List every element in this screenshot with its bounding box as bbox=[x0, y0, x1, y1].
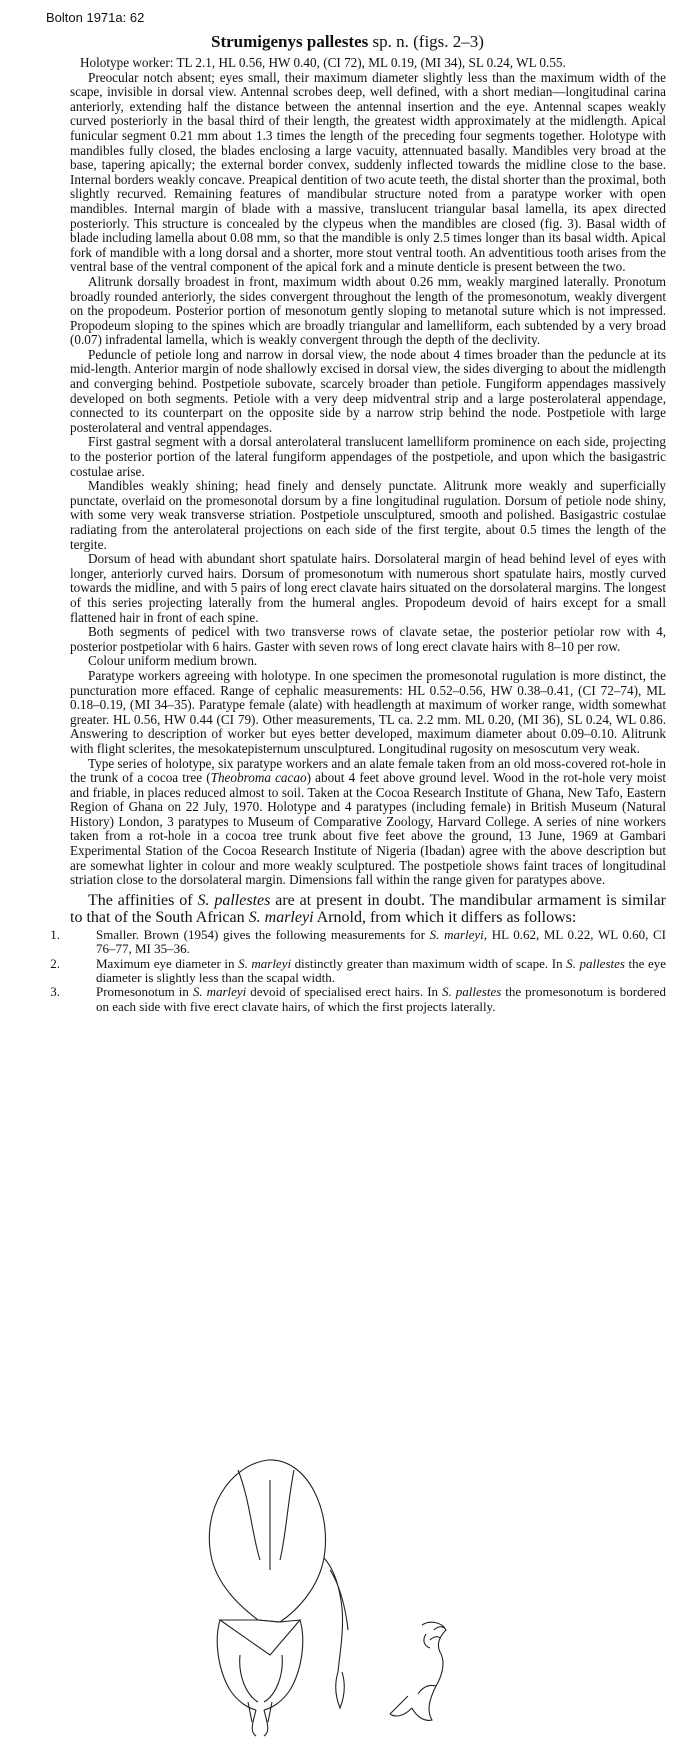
mandible-right bbox=[264, 1620, 303, 1710]
mandible-teeth bbox=[248, 1702, 272, 1736]
paragraph-alitrunk: Alitrunk dorsally broadest in front, maximum width about 0.26 mm, weakly margined laterally. Pronotum broadly rounded anteriorly, the sides convergent throughout the length of the promesonotum, weakly divergent on the propodeum. Posterior portion of mesonotum gently sloping to metanotal suture which is not impressed. Propodeum sloping to the spines which are broadly triangular and lamelliform, each subtended by a very broad (0.07) infradental lamella, which is weakly convergent through the depth of the declivity. bbox=[70, 273, 666, 348]
species-name: Strumigenys pallestes bbox=[211, 32, 369, 51]
paragraph-pilosity: Dorsum of head with abundant short spatulate hairs. Dorsolateral margin of head behind level of eyes with longer, anteriorly curved hairs. Dorsum of promesonotum with numerous short spatulate hairs, mostly curved towards the midline, and with 5 pairs of long erect clavate hairs situated on the dorsolateral margins. The longest of this series projecting laterally from the humeral angles. Propodeum devoid of hairs except for a small flattened hair in front of each spine. bbox=[70, 551, 666, 625]
holotype-measurements: Holotype worker: TL 2.1, HL 0.56, HW 0.40, (CI 72), ML 0.19, (MI 34), SL 0.24, WL 0.55. bbox=[80, 55, 566, 70]
differences-list bbox=[50, 926, 667, 1014]
species-heading-rest: sp. n. (figs. 2–3) bbox=[368, 32, 484, 51]
paragraph-gaster: First gastral segment with a dorsal anterolateral translucent lamelliform prominence on each side, projecting to the posterior portion of the lateral fungiform appendages of the postpetiole, and upon which the basigastric costulae arise. bbox=[70, 434, 666, 479]
difference-item: 1. Smaller. Brown (1954) gives the following measurements for S. marleyi, HL 0.62, ML 0.22, WL 0.60, CI 76–77, MI 35–36. bbox=[50, 926, 666, 957]
difference-item: 3. Promesonotum in S. marleyi devoid of specialised erect hairs. In S. pallestes the promesonotum is bordered on each side with five erect clavate hairs, of which the first projects laterally. bbox=[50, 984, 666, 1014]
paragraph-colour: Colour uniform medium brown. bbox=[88, 653, 258, 669]
clypeus-outline bbox=[238, 1470, 294, 1560]
ant-illustration bbox=[190, 1440, 510, 1740]
paragraph-type-series: Type series of holotype, six paratype workers and an alate female taken from an old moss-covered rot-hole in the trunk of a cocoa tree (Theobroma cacao) about 4 feet above ground level. Wood in the rot-hole very moist and friable, in places reduced almost to soil. Taken at the Cocoa Research Institute of Ghana, New Tafo, Eastern Region of Ghana on 22 July, 1970. Holotype and 4 paratypes (including female) in British Museum (Natural History) London, 3 paratypes to Museum of Comparative Zoology, Harvard College. A series of nine workers taken from a rot-hole in a cocoa tree trunk about five feet above the ground, 13 June, 1969 at Gambari Experimental Station of the Cocoa Research Institute of Nigeria (Ibadan) agree with the above description but are somewhat lighter in colour and more weakly sculptured. The postpetiole shows faint traces of longitudinal striation close to the dorsolateral margin. Dimensions fall within the range given for paratypes above. bbox=[70, 755, 667, 888]
head-outline bbox=[209, 1460, 325, 1622]
paragraph-head: Preocular notch absent; eyes small, their maximum diameter slightly less than the maximum width of the scape, invisible in dorsal view. Antennal scrobes deep, well defined, with a short median—longitudinal carina anteriorly, extending half the distance between the antennal insertion and the eye. Antennal scapes weakly curved posteriorly in the basal third of their length, the greatest width approximately at the midlength. Apical funicular segment 0.21 mm about 1.3 times the length of the preceding four segments together. Holotype with mandibles fully closed, the blades enclosing a large vacuity, attennuated basally. Mandibles very broad at the base, tapering apically; the external border convex, suddenly inflected towards the midline close to the base. Internal borders weakly concave. Preapical dentition of two acute teeth, the distal shorter than the proximal, both slightly recurved. Remaining features of mandibular structure noted from a paratype worker with open mandibles. Internal margin of blade with a massive, translucent triangular basal lamella, its apex directed posteriorly. This structure is concealed by the clypeus when the mandibles are closed (fig. 3). Basal width of blade including lamella about 0.08 mm, so that the mandible is only 2.5 times longer than its basal width. Apical fork of mandible with a long dorsal and a shorter, more stout ventral tooth. An adventitious tooth arises from the ventral base of the ventral component of the apical fork and a minute denticle is present between the two. bbox=[70, 69, 666, 275]
mandible-detail-teeth bbox=[430, 1627, 444, 1640]
paragraph-affinities: The affinities of S. pallestes are at present in doubt. The mandibular armament is similar to that of the South African S. marleyi Arnold, from which it differs as follows: bbox=[70, 891, 667, 926]
difference-item: 2. Maximum eye diameter in S. marleyi distinctly greater than maximum width of scape. In S. pallestes the eye diameter is slightly less than the scapal width. bbox=[50, 955, 667, 986]
mandible-inner bbox=[240, 1655, 283, 1702]
antenna bbox=[324, 1558, 348, 1708]
description-body bbox=[50, 55, 667, 1014]
paragraph-sculpture: Mandibles weakly shining; head finely and densely punctate. Alitrunk more weakly and superficially punctate, overlaid on the promesonotal dorsum by a fine longitudinal rugulation. Dorsum of petiole node shiny, with some very weak transverse striation. Postpetiole unsculptured, smooth and polished. Basigastric costulae radiating from the anterolateral projections on each side of the first tergite, about 0.5 times the length of the tergite. bbox=[70, 478, 666, 552]
species-heading bbox=[0, 32, 695, 52]
mandible-left bbox=[217, 1620, 256, 1710]
page-reference: Bolton 1971a: 62 bbox=[46, 10, 145, 25]
paragraph-paratypes: Paratype workers agreeing with holotype. In one specimen the promesonotal rugulation is more distinct, the puncturation more effaced. Range of cephalic measurements: HL 0.52–0.56, HW 0.38–0.41, (CI 72–74), ML 0.18–0.19, (MI 34–35). Paratype female (alate) with headlength at maximum of worker range, width somewhat greater. HL 0.56, HW 0.44 (CI 79). Other measurements, TL ca. 2.2 mm. ML 0.20, (MI 36), SL 0.24, WL 0.86. Answering to description of worker but eyes better developed, maximum diameter about 0.09–0.10. Alitrunk with flight sclerites, the mesokatepisternum unsculptured. Longitudinal rugosity on mesoscutum very weak. bbox=[70, 667, 666, 756]
pronotum-outline bbox=[220, 1620, 300, 1655]
paragraph-pedicel-hairs: Both segments of pedicel with two transverse rows of clavate setae, the posterior petiolar row with 4, posterior postpetiolar with 6 hairs. Gaster with seven rows of long erect clavate hairs with 8–10 per row. bbox=[70, 624, 666, 654]
paragraph-petiole: Peduncle of petiole long and narrow in dorsal view, the node about 4 times broader than the peduncle at its mid-length. Anterior margin of node shallowly excised in dorsal view, the sides diverging to about the midlength and converging behind. Postpetiole subovate, scarcely broader than petiole. Fungiform appendages massively developed on both segments. Petiole with a very deep midventral strip and a large posterolateral appendage, connected to its counterpart on the opposite side by a narrow strip behind the node. Postpetiole with large posterolateral and ventral appendages. bbox=[70, 346, 666, 435]
